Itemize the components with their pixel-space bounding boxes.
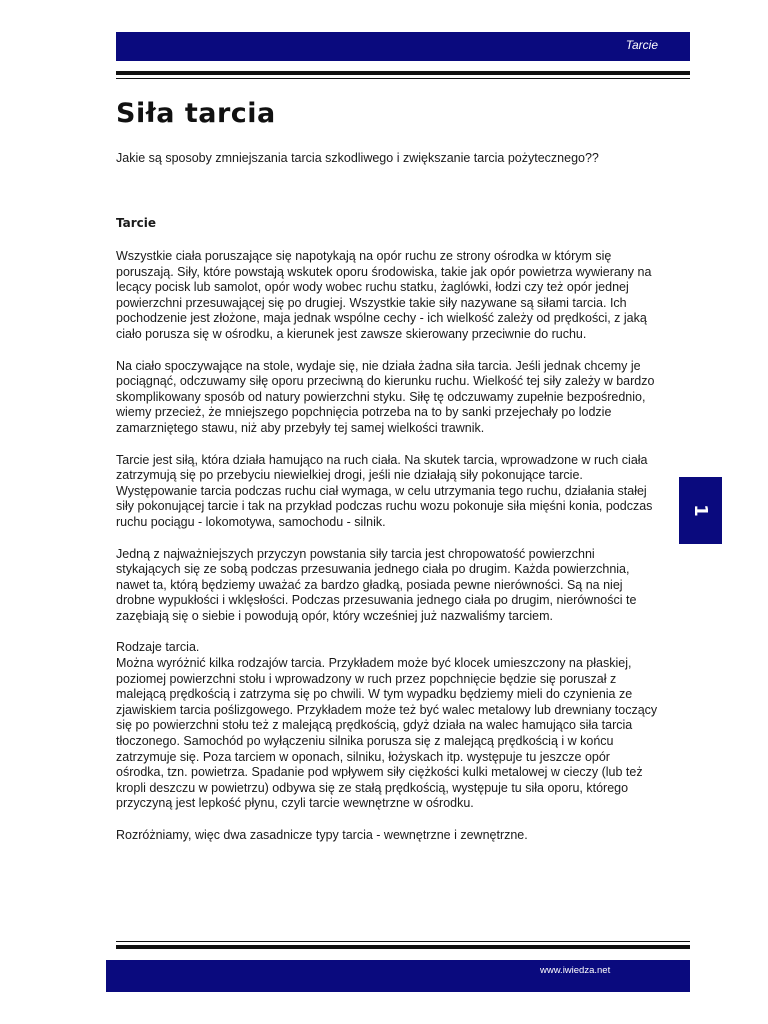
header-rule-thick [116,71,690,75]
paragraph-4: Jedną z najważniejszych przyczyn powstania siły tarcia jest chropowatość powierzchni stykających się ze sobą podczas przesuwania jednego ciała po drugim. Każda powierzchnia, nawet ta, którą będziemy uważać za bardzo gładką, posiada pewne nierówności. Są na niej drobne wypukłości i wklęsłości. Podczas przesuwania jednego ciała po drugim, nierówności te zazębiają się o siebie i powodują opór, który wcześniej już nazwaliśmy tarciem. [116,546,637,623]
footer-rule-thick [116,945,690,949]
footer-url: www.iwiedza.net [540,965,611,976]
paragraph-3: Tarcie jest siłą, która działa hamująco na ruch ciała. Na skutek tarcia, wprowadzone w ruch ciała zatrzymują się po przebyciu niewielkiej drogi, jeśli nie działają siły pokonujące tarcie. Występowanie tarcia podczas ruchu ciał wymaga, w celu utrzymania tego ruchu, działania stałej siły pokonującej tarcie i tak na przykład podczas ruchu wozu pokonuje siła mięśni konia, podczas ruchu pociągu - lokomotywa, samochodu - silnik. [116,452,653,529]
paragraph-5: Rodzaje tarcia. Można wyróżnić kilka rodzajów tarcia. Przykładem może być klocek umieszczony na płaskiej, poziomej powierzchni stołu i wprowadzony w ruch przez popchnięcie będzie się poruszał z malejącą prędkością i zatrzyma się po chwili. W tym wypadku będziemy mieli do czynienia ze zjawiskiem tarcia poślizgowego. Przykładem może też być walec metalowy lub drewniany toczący się po powierzchni stołu też z malejącą prędkością, gdyż działa na walec hamująco siła tarcia tłoczonego. Samochód po wyłączeniu silnika porusza się z malejącą prędkością i w końcu zatrzymuje się. Poza tarciem w oponach, silniku, łożyskach itp. występuje tu jeszcze opór ośrodka, tzn. powietrza. Spadanie pod wpływem siły ciężkości kulki metalowej w cieczy (lub też kropli deszczu w powietrzu) odbywa się ze stałą prędkością, występuje tu siła oporu, którego przyczyną jest lepkość płynu, czyli tarcie wewnętrzne w ośrodku. [116,640,658,811]
page-number: 1 [690,504,711,517]
paragraph-1: Wszystkie ciała poruszające się napotykają na opór ruchu ze strony ośrodka w którym się poruszają. Siły, które powstają wskutek oporu środowiska, takie jak opór powietrza wywierany na lecący pocisk lub samolot, opór wody wobec ruchu statku, żaglówki, łodzi czy też opór jednej powierzchni przesuwającej się po drugiej. Wszystkie takie siły nazywane są siłami tarcia. Ich pochodzenie jest złożone, maja jednak wspólne cechy - ich wielkość zależy od prędkości, z jaką ciało porusza się w ośrodku, a kierunek jest zawsze skierowany przeciwnie do ruchu. [116,249,652,341]
header-rule-thin [116,78,690,79]
page-title: Siła tarcia [116,98,276,129]
paragraph-2: Na ciało spoczywające na stole, wydaje się, nie działa żadna siła tarcia. Jeśli jednak chcemy je pociągnąć, odczuwamy siłę oporu przeciwną do kierunku ruchu. Wielkość tej siły zależy w bardzo skomplikowany sposób od natury powierzchni styku. Siłę tę odczuwamy zupełnie bezpośrednio, wiemy przecież, że mniejszego popchnięcia potrzeba na to by sanki przejechały po lodzie zamarzniętego stawu, niż aby przebyły tej samej wielkości trawnik. [116,358,655,435]
intro-question: Jakie są sposoby zmniejszania tarcia szkodliwego i zwiększanie tarcia pożytecznego?? [116,151,599,165]
section-heading: Tarcie [116,216,157,230]
footer-rule-thin [116,941,690,942]
page-number-tab [679,477,722,544]
header-section-title: Tarcie [625,38,658,52]
article-body [116,249,658,860]
footer-bar [106,960,690,992]
paragraph-6: Rozróżniamy, więc dwa zasadnicze typy tarcia - wewnętrzne i zewnętrzne. [116,828,528,842]
header-bar [116,32,690,61]
